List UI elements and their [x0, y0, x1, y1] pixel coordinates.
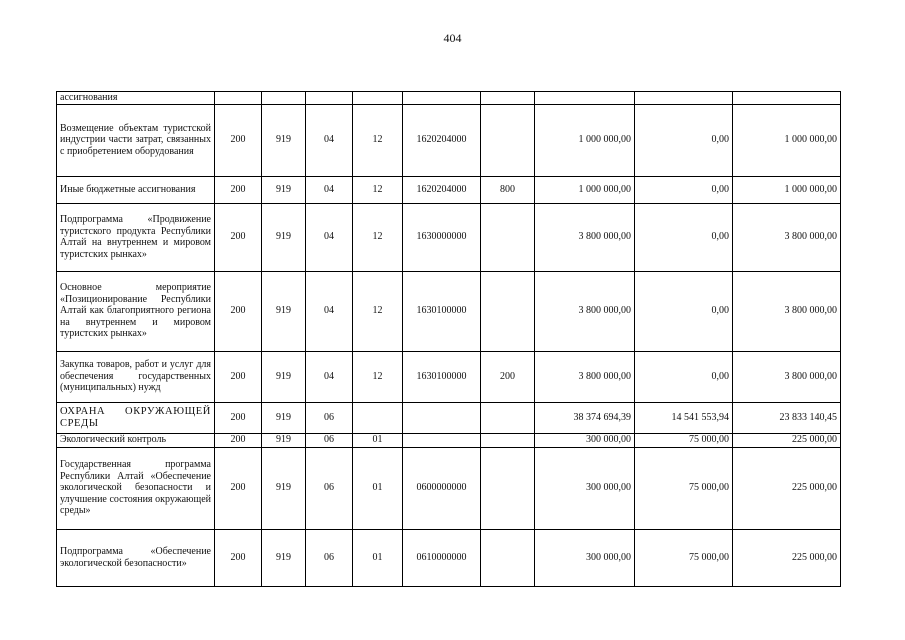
amount-federal: 0,00 — [635, 104, 733, 176]
row-name: Основное мероприятие «Позиционирование Республики Алтай как благоприятного региона на внутреннем и мировом туристских рынках» — [57, 271, 215, 351]
amount-total: 300 000,00 — [535, 529, 635, 586]
code-gr — [215, 92, 262, 105]
code-gr: 200 — [215, 351, 262, 402]
amount-regional: 1 000 000,00 — [733, 104, 841, 176]
code-pr — [353, 92, 403, 105]
code-rz — [306, 92, 353, 105]
amount-total: 3 800 000,00 — [535, 203, 635, 271]
row-name: ассигнования — [57, 92, 215, 105]
row-name: ОХРАНА ОКРУЖАЮЩЕЙ СРЕДЫ — [57, 402, 215, 433]
amount-federal: 0,00 — [635, 351, 733, 402]
amount-total — [535, 92, 635, 105]
code-rz: 06 — [306, 447, 353, 529]
code-ved: 919 — [262, 203, 306, 271]
code-pr: 01 — [353, 433, 403, 447]
code-ved — [262, 92, 306, 105]
amount-total: 300 000,00 — [535, 433, 635, 447]
table-row — [57, 92, 841, 105]
code-rz: 04 — [306, 203, 353, 271]
table-row — [57, 176, 841, 203]
amount-total: 1 000 000,00 — [535, 176, 635, 203]
code-rz: 04 — [306, 271, 353, 351]
table-row — [57, 447, 841, 529]
code-gr: 200 — [215, 529, 262, 586]
code-vr — [481, 402, 535, 433]
amount-federal: 0,00 — [635, 176, 733, 203]
table-row — [57, 104, 841, 176]
code-ved: 919 — [262, 402, 306, 433]
code-pr — [353, 402, 403, 433]
code-rz: 04 — [306, 351, 353, 402]
code-gr: 200 — [215, 433, 262, 447]
amount-federal — [635, 92, 733, 105]
amount-regional: 3 800 000,00 — [733, 203, 841, 271]
code-csr: 0610000000 — [403, 529, 481, 586]
code-pr: 12 — [353, 351, 403, 402]
code-vr: 800 — [481, 176, 535, 203]
code-csr: 1630000000 — [403, 203, 481, 271]
code-rz: 04 — [306, 104, 353, 176]
row-name: Экологический контроль — [57, 433, 215, 447]
amount-regional — [733, 92, 841, 105]
code-ved: 919 — [262, 271, 306, 351]
code-gr: 200 — [215, 176, 262, 203]
code-vr — [481, 433, 535, 447]
code-csr: 1630100000 — [403, 351, 481, 402]
code-gr: 200 — [215, 104, 262, 176]
amount-regional: 225 000,00 — [733, 529, 841, 586]
code-csr — [403, 402, 481, 433]
code-vr — [481, 447, 535, 529]
code-vr — [481, 104, 535, 176]
amount-regional: 3 800 000,00 — [733, 271, 841, 351]
code-rz: 06 — [306, 529, 353, 586]
amount-total: 1 000 000,00 — [535, 104, 635, 176]
amount-federal: 0,00 — [635, 271, 733, 351]
amount-total: 38 374 694,39 — [535, 402, 635, 433]
table-row — [57, 402, 841, 433]
table-row — [57, 529, 841, 586]
code-csr — [403, 92, 481, 105]
code-rz: 04 — [306, 176, 353, 203]
code-csr: 1630100000 — [403, 271, 481, 351]
table-row — [57, 433, 841, 447]
code-rz: 06 — [306, 433, 353, 447]
code-gr: 200 — [215, 402, 262, 433]
code-vr — [481, 203, 535, 271]
code-vr — [481, 271, 535, 351]
amount-regional: 225 000,00 — [733, 433, 841, 447]
code-vr — [481, 529, 535, 586]
code-pr: 12 — [353, 271, 403, 351]
code-csr: 1620204000 — [403, 176, 481, 203]
code-gr: 200 — [215, 447, 262, 529]
code-csr: 0600000000 — [403, 447, 481, 529]
table-row — [57, 271, 841, 351]
page-number: 404 — [443, 31, 462, 45]
amount-federal: 75 000,00 — [635, 529, 733, 586]
amount-regional: 1 000 000,00 — [733, 176, 841, 203]
table-row — [57, 203, 841, 271]
code-pr: 12 — [353, 176, 403, 203]
row-name: Подпрограмма «Продвижение туристского продукта Республики Алтай на внутреннем и мировом туристских рынках» — [57, 203, 215, 271]
row-name: Иные бюджетные ассигнования — [57, 176, 215, 203]
amount-regional: 23 833 140,45 — [733, 402, 841, 433]
code-gr: 200 — [215, 203, 262, 271]
row-name: Закупка товаров, работ и услуг для обеспечения государственных (муниципальных) нужд — [57, 351, 215, 402]
code-ved: 919 — [262, 104, 306, 176]
amount-total: 3 800 000,00 — [535, 351, 635, 402]
code-ved: 919 — [262, 433, 306, 447]
code-vr — [481, 92, 535, 105]
code-csr: 1620204000 — [403, 104, 481, 176]
code-rz: 06 — [306, 402, 353, 433]
amount-federal: 75 000,00 — [635, 433, 733, 447]
row-name: Возмещение объектам туристской индустрии части затрат, связанных с приобретением оборудования — [57, 104, 215, 176]
code-csr — [403, 433, 481, 447]
code-pr: 12 — [353, 104, 403, 176]
amount-federal: 14 541 553,94 — [635, 402, 733, 433]
code-pr: 12 — [353, 203, 403, 271]
amount-federal: 0,00 — [635, 203, 733, 271]
amount-total: 300 000,00 — [535, 447, 635, 529]
amount-federal: 75 000,00 — [635, 447, 733, 529]
row-name: Государственная программа Республики Алтай «Обеспечение экологической безопасности и улучшение состояния окружающей среды» — [57, 447, 215, 529]
row-name: Подпрограмма «Обеспечение экологической безопасности» — [57, 529, 215, 586]
code-ved: 919 — [262, 176, 306, 203]
code-ved: 919 — [262, 529, 306, 586]
code-ved: 919 — [262, 447, 306, 529]
code-pr: 01 — [353, 447, 403, 529]
amount-regional: 3 800 000,00 — [733, 351, 841, 402]
table-row — [57, 351, 841, 402]
amount-total: 3 800 000,00 — [535, 271, 635, 351]
code-vr: 200 — [481, 351, 535, 402]
amount-regional: 225 000,00 — [733, 447, 841, 529]
code-ved: 919 — [262, 351, 306, 402]
budget-table — [56, 91, 841, 587]
code-gr: 200 — [215, 271, 262, 351]
code-pr: 01 — [353, 529, 403, 586]
